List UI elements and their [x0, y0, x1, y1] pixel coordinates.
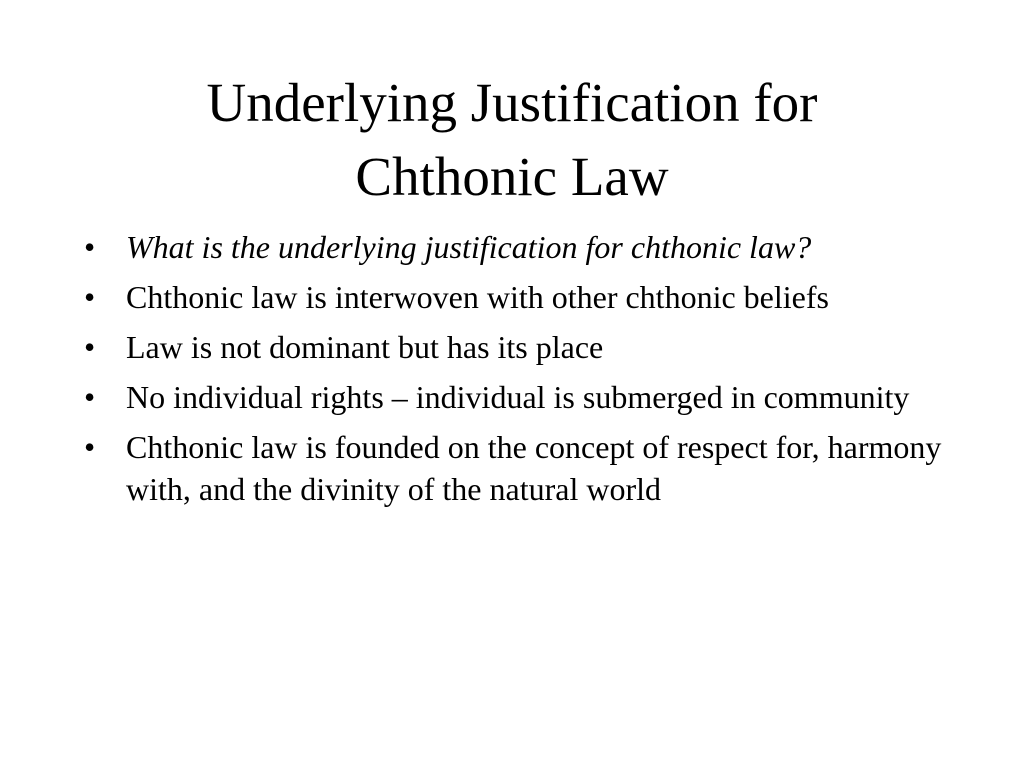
- slide-title-line-1: Underlying Justification for: [206, 72, 818, 133]
- bullet-text: Chthonic law is interwoven with other chthonic beliefs: [126, 279, 829, 315]
- bullet-item-question: [84, 226, 964, 268]
- bullet-item-not-dominant: [84, 326, 964, 368]
- bullet-list: [84, 226, 964, 518]
- bullet-dot-icon: •: [84, 279, 96, 315]
- bullet-dot-icon: •: [84, 379, 96, 415]
- bullet-text: Chthonic law is founded on the concept of respect for, harmony with, and the divinity of the natural world: [126, 429, 942, 507]
- bullet-item-individual-rights: [84, 376, 964, 418]
- bullet-text: Law is not dominant but has its place: [126, 329, 604, 365]
- bullet-text: What is the underlying justification for chthonic law?: [126, 229, 812, 265]
- bullet-item-natural-world: [84, 426, 964, 510]
- bullet-text: No individual rights – individual is submerged in community: [126, 379, 910, 415]
- slide-title: [0, 66, 1024, 214]
- slide-title-line-2: Chthonic Law: [355, 146, 669, 207]
- bullet-dot-icon: •: [84, 329, 96, 365]
- bullet-dot-icon: •: [84, 229, 96, 265]
- bullet-item-interwoven: [84, 276, 964, 318]
- bullet-dot-icon: •: [84, 429, 96, 465]
